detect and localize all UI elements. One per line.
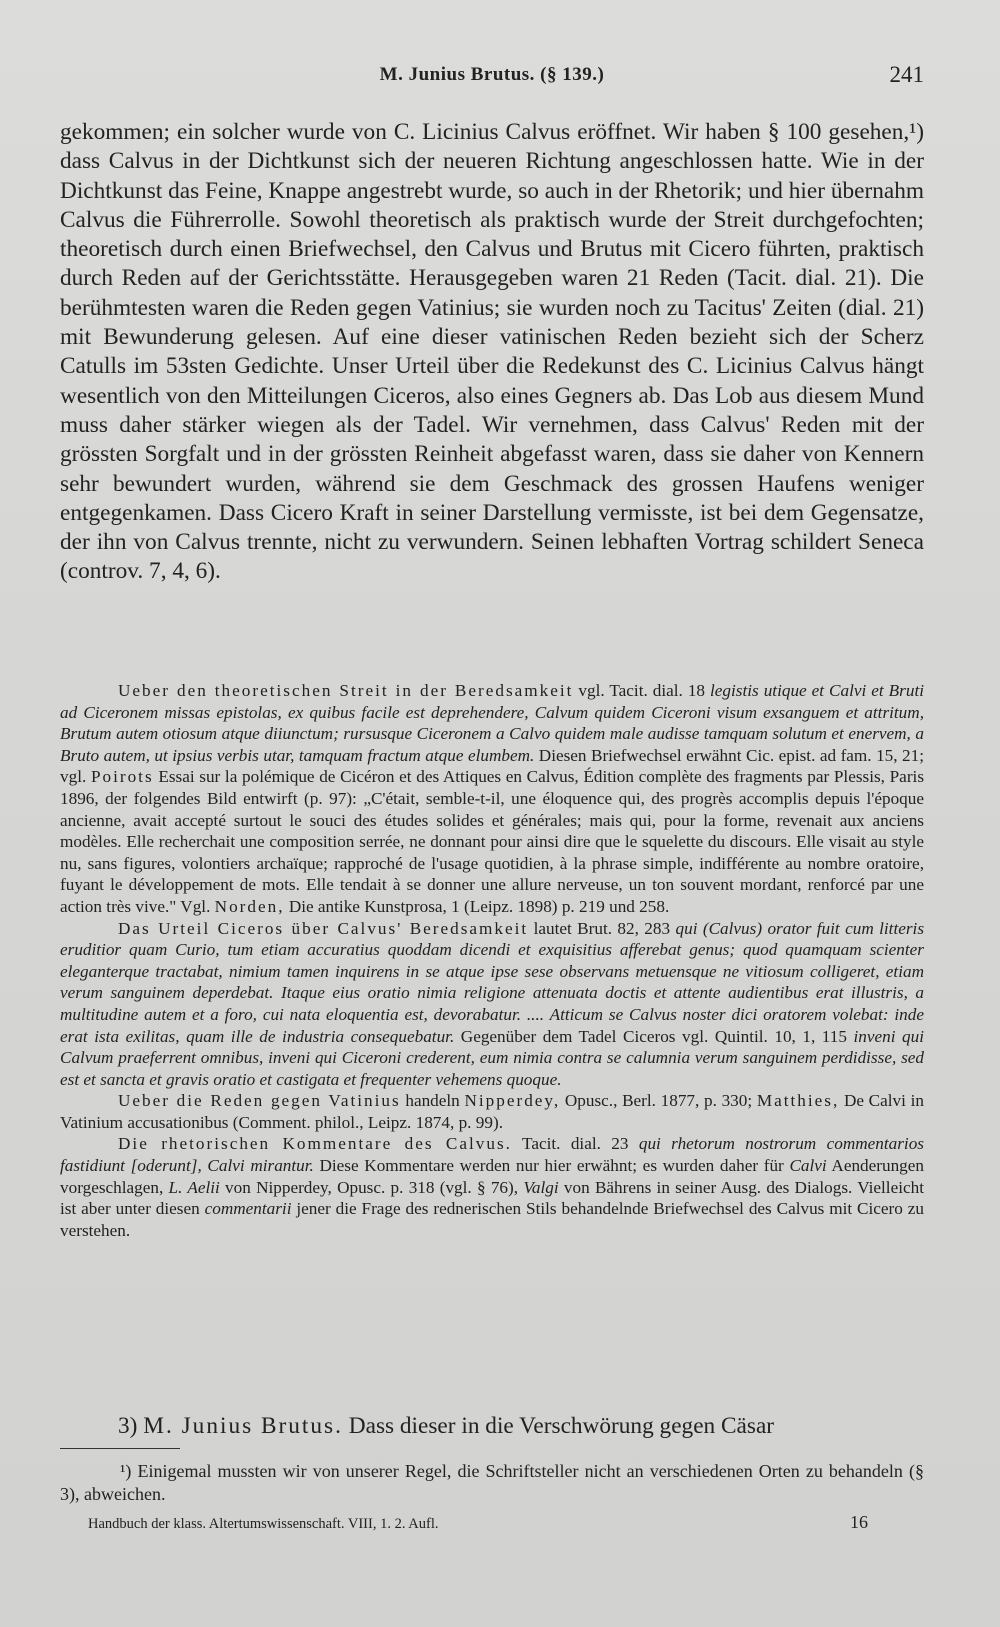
section-text: Dass dieser in die Verschwörung gegen Cäsar xyxy=(342,1413,775,1439)
section-heading: M. Junius Brutus. xyxy=(143,1413,343,1439)
section-number: 3) xyxy=(118,1413,138,1439)
note-text: Diesen Briefwechsel erwähnt Cic. epist. ad fam. 15, 21; vgl. xyxy=(60,745,924,787)
note-vatinius-reden xyxy=(60,1090,924,1133)
note-text: Essai sur la polémique de Cicéron et des Attiques en Calvus, Édition complète des fragments par Plessis, Paris 1896, der folgendes Bild entwirft (p. 97): „C'était, semble-t-il, une éloquence qui, des progrès accomplis depuis l'époque ancienne, avait accepté surtout le souci des études solides et générales; mais qui, pour la forme, revenait aux anciens modèles. Elle recherchait une composition serrée, ne donnant pour ainsi dire que le squelette du discours. Elle visait au style nu, sans figures, volontiers archaïque; rapproché de l'usage quotidien, à la phrase simple, indifférente au nombre oratoire, fuyant le développement de mots. Elle tendait à se donner une allure nerveuse, un ton souvent mordant, renforcé par une action très vive." Vgl. xyxy=(60,767,925,916)
note-quote: qui (Calvus) orator fuit cum litteris eruditior quam Curio, tum etiam accuratius quoddam dicendi et exquisitius afferebat genus; quod quamquam scienter eleganterque tractabat, nimium tamen inquirens in se atque ipse sese observans metuensque ne vitiosum colligeret, etiam verum sanguinem deperdebat. Itaque eius oratio nimia religione attenuata doctis et attente audientibus erat illustris, a multitudine autem et a foro, cui nata eloquentia est, devorabatur. .... Atticum se Calvus noster dici oratorem volebat: inde erat ista exilitas, quam ille de industria consequebatur. xyxy=(60,918,925,1046)
note-lead: Das Urteil Ciceros über Calvus' Beredsamkeit xyxy=(118,918,529,938)
main-paragraph: gekommen; ein solcher wurde von C. Licinius Calvus eröffnet. Wir haben § 100 gesehen,¹) dass Calvus in der Dichtkunst sich der neueren Richtung angeschlossen hatte. Wie in der Dichtkunst das Feine, Knappe angestrebt wurde, so auch in der Rhetorik; und hier übernahm Calvus die Führerrolle. Sowohl theoretisch als praktisch wurde der Streit durchgefochten; theoretisch durch einen Briefwechsel, den Calvus und Brutus mit Cicero führten, praktisch durch Reden auf der Gerichtsstätte. Herausgegeben waren 21 Reden (Tacit. dial. 21). Die berühmtesten waren die Reden gegen Vatinius; sie wurden noch zu Tacitus' Zeiten (dial. 21) mit Bewunderung gelesen. Auf eine dieser vatinischen Reden bezieht sich der Scherz Catulls im 53sten Gedichte. Unser Urteil über die Redekunst des C. Licinius Calvus hängt wesentlich von den Mitteilungen Ciceros, also eines Gegners ab. Das Lob aus diesem Mund muss daher stärker wiegen als der Tadel. Wir vernehmen, dass Calvus' Reden mit der grössten Sorgfalt und in der grössten Reinheit abgefasst waren, dass sie daher von Kennern sehr bewundert wurden, während sie dem Geschmack des grossen Haufens weniger entgegenkamen. Dass Cicero Kraft in seiner Darstellung vermisste, ist bei dem Gegensatze, der ihn von Calvus trennte, nicht zu verwundern. Seinen lebhaften Vortrag schildert Seneca (controv. 7, 4, 6). xyxy=(60,119,924,585)
note-quote: inveni qui Calvum praeferrent omnibus, inveni qui Ciceroni crederent, eum nimia contra se calumnia verum sanguinem perdidisse, sed est et sancta et gravis oratio et castigata et frequenter vehemens quoque. xyxy=(60,1026,924,1089)
note-rhetorische-kommentare xyxy=(60,1133,924,1241)
footnote-text: Einigemal mussten wir von unserer Regel, die Schriftsteller nicht an verschiedenen Orten zu behandeln (§ 3), abweichen. xyxy=(60,1461,924,1504)
note-text: Die antike Kunstprosa, 1 (Leipz. 1898) p. 219 und 258. xyxy=(284,896,670,916)
note-quote: qui rhetorum nostrorum commentarios fastidiunt [oderunt], Calvi mirantur. xyxy=(60,1134,924,1176)
note-text: Aenderungen vorgeschlagen, xyxy=(60,1156,924,1197)
note-briefwechsel xyxy=(60,680,924,918)
note-text: Tacit. dial. 23 xyxy=(511,1134,639,1154)
notes-section xyxy=(60,680,924,1241)
note-text: vgl. Tacit. dial. 18 xyxy=(573,681,711,700)
author-name: Norden, xyxy=(214,896,285,916)
note-text: Diese Kommentare werden nur hier erwähnt; es wurden daher für xyxy=(313,1156,790,1176)
page-number: 241 xyxy=(889,62,924,87)
footnote-divider xyxy=(60,1448,180,1449)
page-header xyxy=(60,60,924,94)
note-text: handeln xyxy=(400,1091,465,1111)
note-lead: Ueber die Reden gegen Vatinius xyxy=(118,1091,401,1111)
signature-mark: 16 xyxy=(850,1512,868,1532)
author-name: Poirots xyxy=(90,767,154,787)
note-text: von Nipperdey, Opusc. p. 318 (vgl. § 76), xyxy=(219,1177,524,1197)
note-text: von Bährens in seiner Ausg. des Dialogs. Vielleicht ist aber unter diesen xyxy=(60,1177,924,1219)
note-quote: legistis utique et Calvi et Bruti ad Ciceronem missas epistolas, ex quibus facile est deprehendere, Calvum quidem Ciceroni visum exsanguem et attritum, Brutum autem otiosum atque diiunctum; rursusque Ciceronem a Calvo quidem male audisse tamquam solutum et enervem, a Bruto autem, ut ipsius verbis utar, tamquam fractum atque elumbem. xyxy=(60,681,925,765)
note-quote: commentarii xyxy=(204,1199,292,1219)
note-lead: Die rhetorischen Kommentare des Calvus. xyxy=(118,1134,512,1154)
author-name: Nipperdey, xyxy=(464,1091,561,1111)
publication-info: Handbuch der klass. Altertumswissenschaft. VIII, 1. 2. Aufl. xyxy=(88,1516,439,1532)
note-quote: Valgi xyxy=(523,1177,559,1197)
note-lead: Ueber den theoretischen Streit in der Beredsamkeit xyxy=(118,681,574,700)
note-urteil-ciceros xyxy=(60,918,924,1091)
note-text: jener die Frage des rednerischen Stils behandelnde Briefwechsel des Calvus mit Cicero zu verstehen. xyxy=(60,1199,924,1240)
note-quote: L. Aelii xyxy=(168,1177,220,1197)
note-text: Opusc., Berl. 1877, p. 330; xyxy=(560,1091,757,1111)
note-quote: Calvi xyxy=(789,1156,827,1176)
author-name: Matthies, xyxy=(756,1091,840,1111)
footnote-marker: ¹) xyxy=(120,1461,132,1481)
main-text xyxy=(60,118,924,587)
note-text: Gegenüber dem Tadel Ciceros vgl. Quintil. 10, 1, 115 xyxy=(454,1026,854,1046)
page-footer xyxy=(88,1512,868,1536)
footnote xyxy=(60,1460,924,1505)
note-text: De Calvi in Vatinium accusationibus (Comment. philol., Leipz. 1874, p. 99). xyxy=(60,1091,924,1132)
running-head: M. Junius Brutus. (§ 139.) xyxy=(379,64,605,85)
section-brutus xyxy=(60,1412,924,1441)
note-text: lautet Brut. 82, 283 xyxy=(528,918,676,938)
